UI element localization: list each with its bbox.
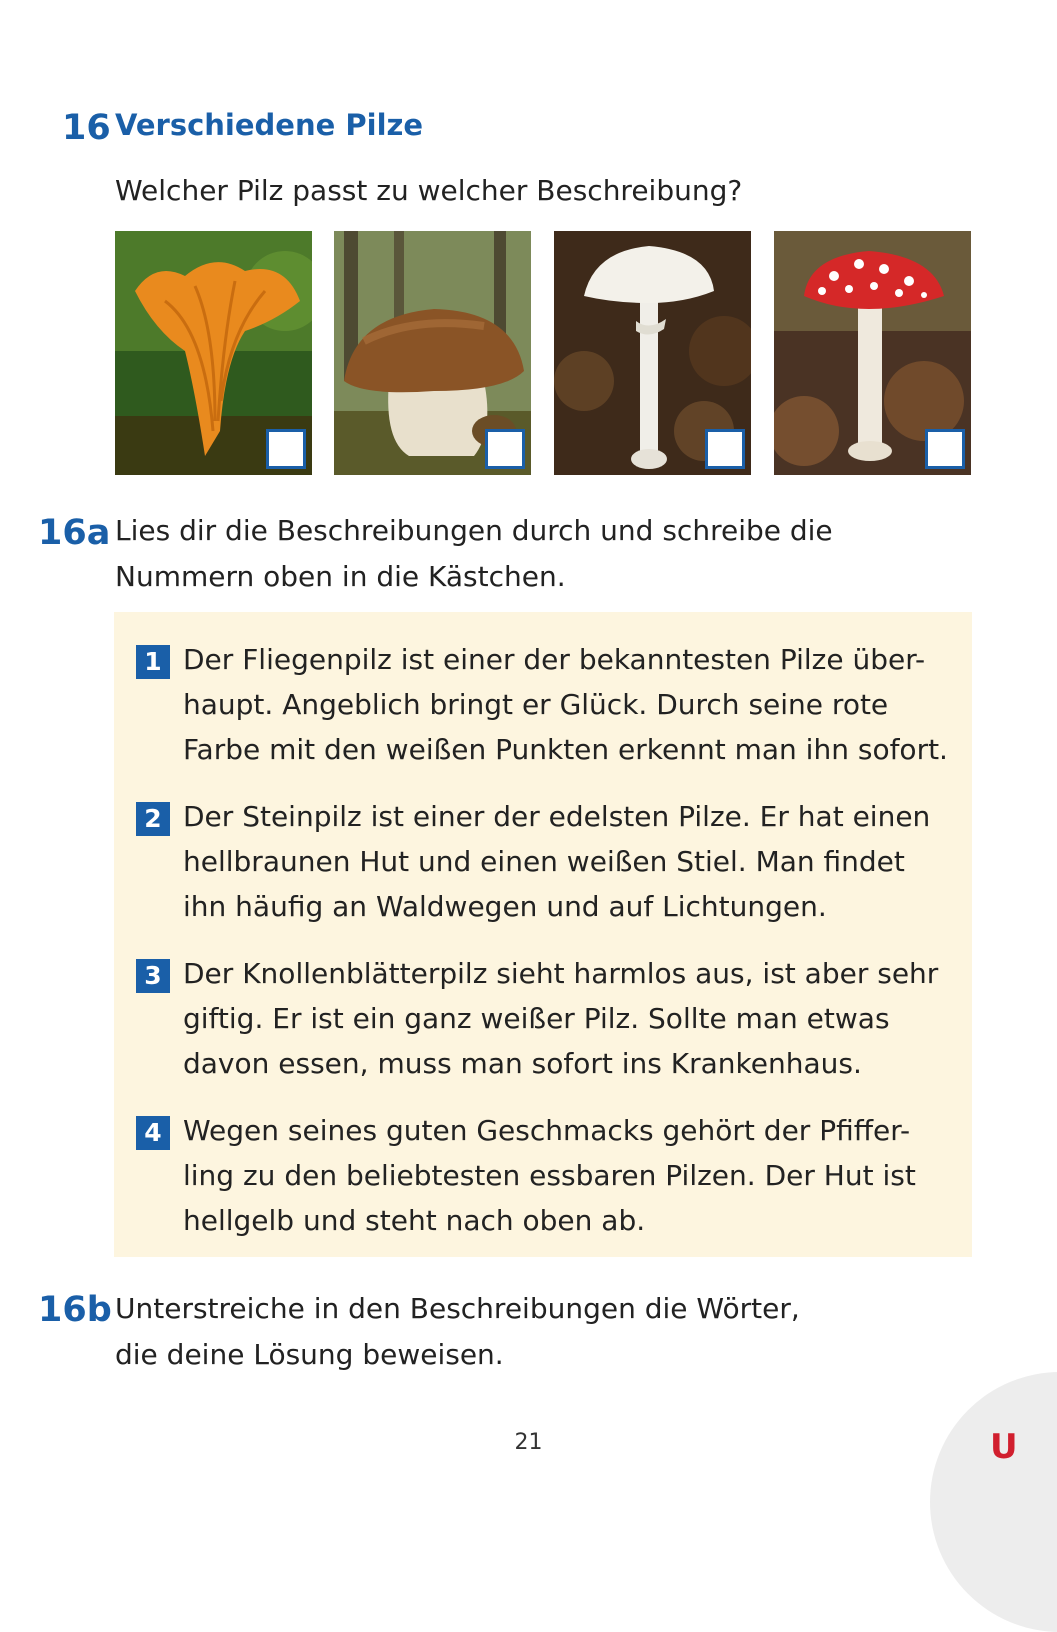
task-b-text xyxy=(115,1286,995,1378)
description-line: ling zu den beliebtesten essbaren Pilzen. Der Hut ist xyxy=(183,1159,916,1192)
description-line: hellgelb und steht nach oben ab. xyxy=(183,1204,646,1237)
photo-chanterelle xyxy=(115,231,312,475)
description-text xyxy=(183,637,963,772)
photo-porcini xyxy=(334,231,531,475)
corner-decoration xyxy=(930,1372,1057,1632)
publisher-logo: U xyxy=(990,1427,1018,1467)
description-number-badge: 1 xyxy=(136,645,170,679)
exercise-title: Verschiedene Pilze xyxy=(115,108,424,142)
task-b-number: 16b xyxy=(38,1290,112,1330)
description-text xyxy=(183,951,963,1086)
photo-death-cap xyxy=(554,231,751,475)
description-line: haupt. Angeblich bringt er Glück. Durch seine rote xyxy=(183,688,889,721)
page-number: 21 xyxy=(514,1430,543,1455)
description-text xyxy=(183,1108,963,1243)
description-number-badge: 2 xyxy=(136,802,170,836)
description-line: Wegen seines guten Geschmacks gehört der Pfiffer- xyxy=(183,1114,911,1147)
answer-box[interactable] xyxy=(266,429,306,469)
task-a-line: Nummern oben in die Kästchen. xyxy=(115,560,566,593)
exercise-question: Welcher Pilz passt zu welcher Beschreibung? xyxy=(115,174,743,207)
task-b-line: Unterstreiche in den Beschreibungen die Wörter, xyxy=(115,1292,800,1325)
answer-box[interactable] xyxy=(925,429,965,469)
photo-fly-agaric xyxy=(774,231,971,475)
exercise-number: 16 xyxy=(62,108,111,148)
description-line: giftig. Er ist ein ganz weißer Pilz. Sollte man etwas xyxy=(183,1002,890,1035)
description-number-badge: 3 xyxy=(136,959,170,993)
answer-box[interactable] xyxy=(705,429,745,469)
description-line: Der Steinpilz ist einer der edelsten Pilze. Er hat einen xyxy=(183,800,931,833)
description-line: hellbraunen Hut und einen weißen Stiel. Man findet xyxy=(183,845,905,878)
task-a-line: Lies dir die Beschreibungen durch und schreibe die xyxy=(115,514,833,547)
description-line: davon essen, muss man sofort ins Krankenhaus. xyxy=(183,1047,862,1080)
answer-box[interactable] xyxy=(485,429,525,469)
description-text xyxy=(183,794,963,929)
description-line: Der Fliegenpilz ist einer der bekanntesten Pilze über- xyxy=(183,643,926,676)
description-line: Farbe mit den weißen Punkten erkennt man ihn sofort. xyxy=(183,733,948,766)
task-a-number: 16a xyxy=(38,513,111,553)
description-line: Der Knollenblätterpilz sieht harmlos aus, ist aber sehr xyxy=(183,957,939,990)
task-b-line: die deine Lösung beweisen. xyxy=(115,1338,504,1371)
task-a-text xyxy=(115,508,995,600)
description-line: ihn häufig an Waldwegen und auf Lichtungen. xyxy=(183,890,827,923)
descriptions-panel xyxy=(114,612,972,1257)
description-number-badge: 4 xyxy=(136,1116,170,1150)
